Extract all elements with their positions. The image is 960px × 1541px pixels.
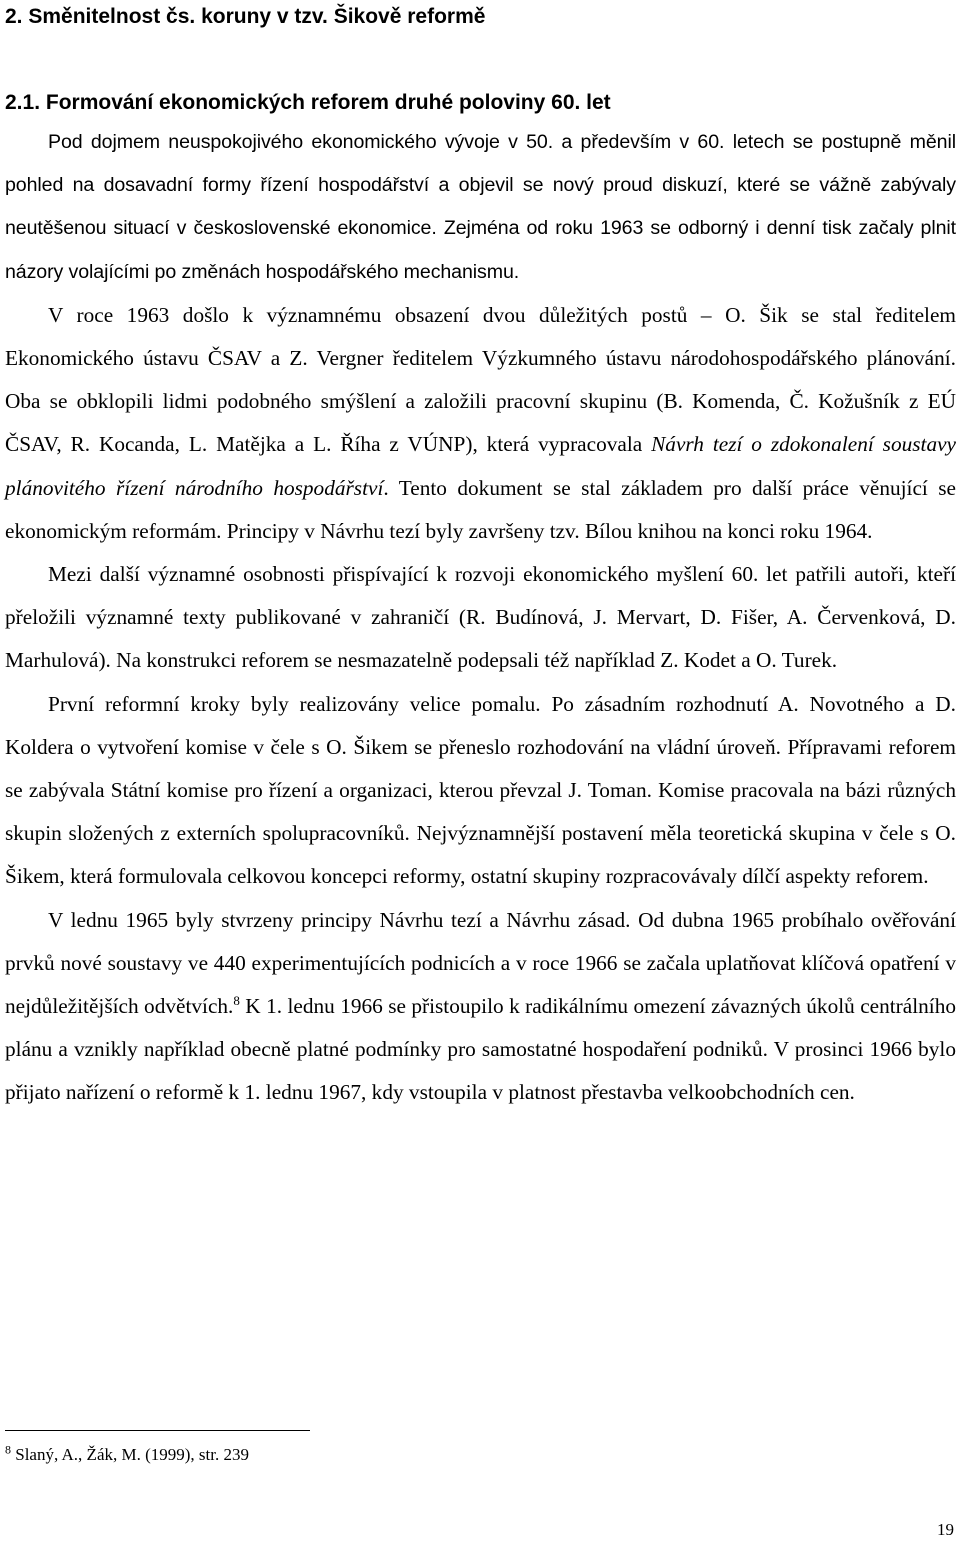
- body-text: [5, 121, 956, 1115]
- paragraph-5-text-a: V lednu 1965 byly stvrzeny principy Návrhu tezí a Návrhu zásad. Od dubna 1965 probíhalo ověřování prvků nové soustavy ve 440 experimentujících podnicích a v roce 1966 se začala uplatňovat klíčová opatření v nejdůležitějších odvětvích.: [5, 907, 956, 1019]
- paragraph-2-text-b: . Tento dokument se stal základem pro další práce věnující se ekonomickým reformám. Principy v Návrhu tezí byly završeny tzv. Bílou knihou na konci roku 1964.: [5, 475, 956, 543]
- paragraph-2-document-title: Návrh tezí o zdokonalení soustavy plánovitého řízení národního hospodářství: [5, 432, 957, 500]
- page-number: 19: [937, 1520, 954, 1539]
- footnote-reference[interactable]: 8: [233, 992, 240, 1008]
- footnote-separator: [5, 1430, 310, 1431]
- paragraph-3: Mezi další významné osobnosti přispívající k rozvoji ekonomického myšlení 60. let patřili autoři, kteří přeložili významné texty publikované v zahraničí (R. Budínová, J. Mervart, D. Fišer, A. Červenková, D. Marhulová). Na konstrukci reforem se nesmazatelně podepsali též například Z. Kodet a O. Turek.: [5, 562, 956, 673]
- footnote-number: 8: [5, 1442, 11, 1457]
- paragraph-1: Pod dojmem neuspokojivého ekonomického vývoje v 50. a především v 60. letech se postupně měnil pohled na dosavadní formy řízení hospodářství a objevil se nový proud diskuzí, které se vážně zabývaly neutěšenou situací v československé ekonomice. Zejména od roku 1963 se odborný i denní tisk začaly plnit názory volajícími po změnách hospodářského mechanismu.: [5, 131, 956, 283]
- paragraph-2-text-a: V roce 1963 došlo k významnému obsazení dvou důležitých postů – O. Šik se stal ředitelem Ekonomického ústavu ČSAV a Z. Vergner ředitelem Výzkumného ústavu národohospodářského plánování. Oba se obklopili lidmi podobného smýšlení a založili pracovní skupinu (B. Komenda, Č. Kožušník z EÚ ČSAV, R. Kocanda, L. Matějka a L. Říha z VÚNP), která vypracovala: [5, 302, 956, 457]
- paragraph-5: [5, 899, 956, 1115]
- subsection-heading: 2.1. Formování ekonomických reforem druhé poloviny 60. let: [5, 91, 611, 114]
- section-heading: 2. Směnitelnost čs. koruny v tzv. Šikově reformě: [5, 5, 486, 28]
- paragraph-2: [5, 294, 956, 553]
- paragraph-5-text-b: K 1. lednu 1966 se přistoupilo k radikálnímu omezení závazných úkolů centrálního plánu a vznikly například obecně platné podmínky pro samostatné hospodaření podniků. V prosinci 1966 bylo přijato nařízení o reformě k 1. lednu 1967, kdy vstoupila v platnost přestavba velkoobchodních cen.: [5, 994, 956, 1105]
- paragraph-4: První reformní kroky byly realizovány velice pomalu. Po zásadním rozhodnutí A. Novotného a D. Koldera o vytvoření komise v čele s O. Šikem se přeneslo rozhodování na vládní úroveň. Přípravami reforem se zabývala Státní komise pro řízení a organizaci, kterou převzal J. Toman. Komise pracovala na bázi různých skupin složených z externích spolupracovníků. Nejvýznamnější postavení měla teoretická skupina v čele s O. Šikem, která formulovala celkovou koncepci reformy, ostatní skupiny rozpracovávaly dílčí aspekty reforem.: [5, 691, 956, 889]
- footnote: [5, 1444, 249, 1466]
- footnote-text: Slaný, A., Žák, M. (1999), str. 239: [15, 1445, 249, 1464]
